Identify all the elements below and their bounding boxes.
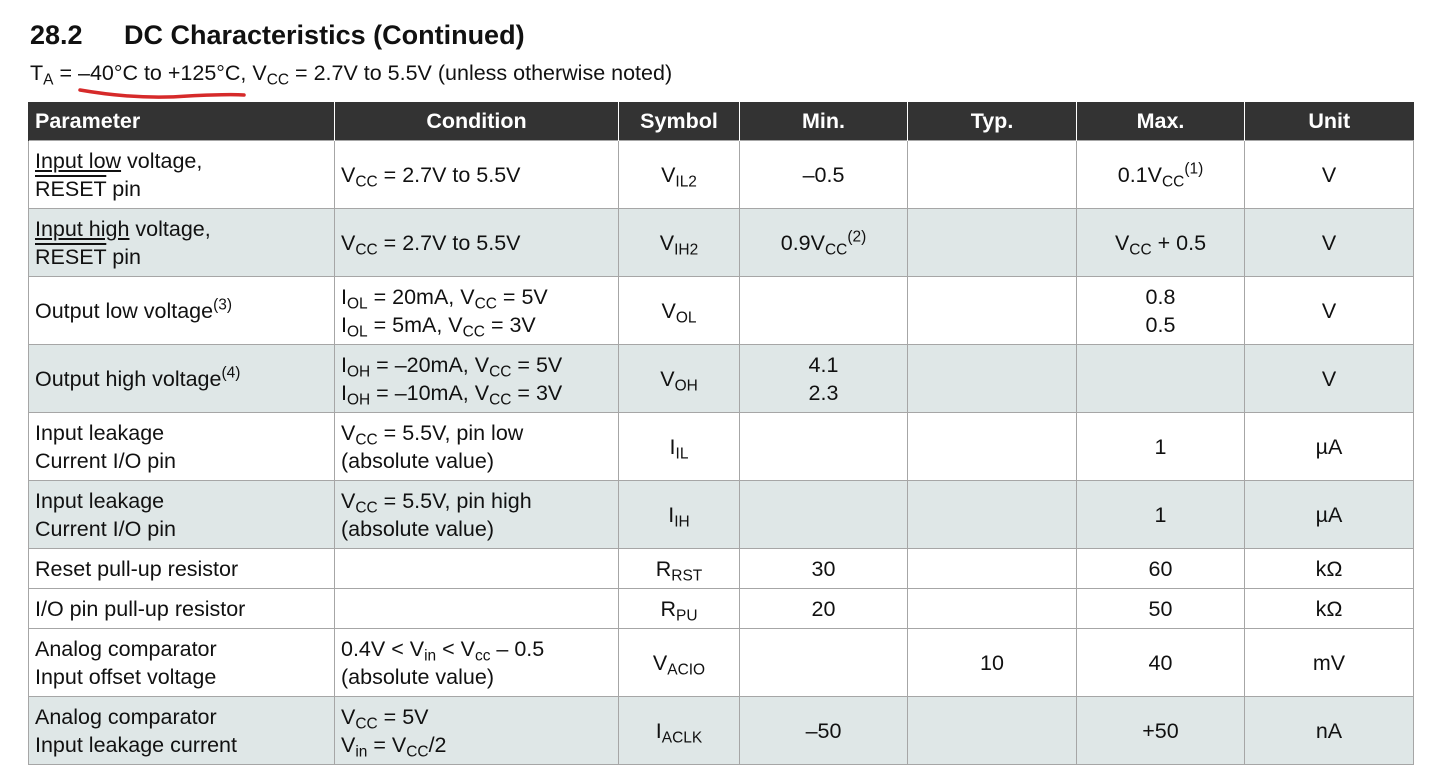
cell-unit: µA	[1245, 481, 1414, 549]
cell-symbol	[619, 549, 740, 589]
symbol-subscript: IH	[674, 513, 690, 531]
cell-unit: kΩ	[1245, 549, 1414, 589]
param-text: voltage,	[129, 216, 211, 241]
cond-text: V	[341, 488, 356, 513]
cond-subscript: OL	[346, 295, 368, 313]
ta-equals: =	[53, 61, 78, 85]
cell-typ	[908, 697, 1077, 765]
param-text: Input leakage current	[35, 732, 237, 757]
cell-unit: µA	[1245, 413, 1414, 481]
cond-text: = –20mA, V	[370, 352, 490, 377]
cell-symbol	[619, 209, 740, 277]
table-row	[29, 277, 1414, 345]
cell-typ	[908, 345, 1077, 413]
table-row	[29, 697, 1414, 765]
cell-typ: 10	[908, 629, 1077, 697]
cond-text: = 3V	[484, 312, 536, 337]
cell-max: +50	[1077, 697, 1245, 765]
min-text: 4.1	[808, 352, 839, 377]
cond-text: V	[341, 420, 356, 445]
cell-parameter: Reset pull-up resistor	[29, 549, 335, 589]
conditions-note	[30, 61, 673, 89]
cell-symbol	[619, 141, 740, 209]
cell-min	[740, 413, 908, 481]
param-text: pin	[106, 176, 141, 201]
table-row	[29, 209, 1414, 277]
cond-subscript: cc	[474, 647, 491, 665]
cell-typ	[908, 209, 1077, 277]
cell-symbol	[619, 697, 740, 765]
param-text: Output high voltage	[35, 366, 222, 391]
cell-condition	[335, 345, 619, 413]
header-parameter: Parameter	[29, 102, 335, 141]
cond-text: = 20mA, V	[367, 284, 475, 309]
cell-parameter	[29, 413, 335, 481]
cell-symbol	[619, 629, 740, 697]
cond-subscript: CC	[355, 431, 378, 449]
symbol-subscript: IH2	[674, 241, 699, 259]
symbol-text: V	[659, 230, 675, 255]
param-text: Input leakage	[35, 420, 165, 445]
max-subscript: CC	[1161, 173, 1185, 191]
cell-unit: V	[1245, 277, 1414, 345]
cond-text: V	[341, 230, 356, 255]
max-text: 0.1V	[1117, 162, 1162, 187]
cond-text: I	[341, 284, 347, 309]
cond-text: = 5V	[377, 704, 429, 729]
cond-text: (absolute value)	[341, 664, 494, 689]
cond-subscript: CC	[355, 241, 378, 259]
cell-max	[1077, 345, 1245, 413]
cond-subscript: CC	[355, 499, 378, 517]
cell-min	[740, 209, 908, 277]
table-row	[29, 549, 1414, 589]
cond-text: V	[341, 704, 356, 729]
cell-min	[740, 277, 908, 345]
reset-overline-text: RESET	[35, 176, 107, 201]
cell-min: –50	[740, 697, 908, 765]
table-row	[29, 481, 1414, 549]
max-text: 0.5	[1145, 312, 1176, 337]
cond-text: = –10mA, V	[370, 380, 490, 405]
cond-subscript: CC	[462, 323, 485, 341]
cell-symbol	[619, 481, 740, 549]
cell-symbol	[619, 345, 740, 413]
cond-text: 0.4V < V	[341, 636, 425, 661]
cond-text: V	[341, 162, 356, 187]
cond-text: = 2.7V to 5.5V	[377, 230, 521, 255]
section-heading	[30, 20, 525, 51]
cond-text: V	[341, 732, 356, 757]
param-text: Input offset voltage	[35, 664, 217, 689]
cond-subscript: CC	[355, 715, 378, 733]
cond-subscript: CC	[355, 173, 378, 191]
header-min: Min.	[740, 102, 908, 141]
min-text: 0.9V	[780, 230, 825, 255]
cond-subscript: CC	[489, 391, 512, 409]
cell-unit: kΩ	[1245, 589, 1414, 629]
max-text: V	[1114, 230, 1130, 255]
cell-typ	[908, 277, 1077, 345]
cond-text: = 5.5V, pin high	[377, 488, 532, 513]
cond-text: = V	[367, 732, 407, 757]
cell-typ	[908, 413, 1077, 481]
symbol-text: V	[660, 366, 675, 391]
symbol-subscript: PU	[676, 607, 698, 625]
dc-characteristics-table	[28, 102, 1414, 765]
reset-overline-text: RESET	[35, 244, 107, 269]
param-text: voltage,	[121, 148, 203, 173]
table-row	[29, 629, 1414, 697]
cond-text: /2	[428, 732, 447, 757]
cond-subscript: OL	[346, 323, 368, 341]
cell-symbol	[619, 413, 740, 481]
cond-text: = 5V	[496, 284, 548, 309]
table-header-row	[29, 102, 1414, 141]
cell-unit: nA	[1245, 697, 1414, 765]
table-row	[29, 141, 1414, 209]
param-text: Input leakage	[35, 488, 165, 513]
max-subscript: CC	[1129, 241, 1152, 259]
param-text: Output low voltage	[35, 298, 214, 323]
symbol-text: R	[660, 596, 677, 621]
cond-subscript: in	[355, 743, 368, 761]
cell-condition	[335, 481, 619, 549]
cell-parameter: I/O pin pull-up resistor	[29, 589, 335, 629]
param-text: pin	[106, 244, 141, 269]
cond-subscript: CC	[489, 363, 512, 381]
header-symbol: Symbol	[619, 102, 740, 141]
symbol-subscript: OH	[674, 377, 698, 395]
header-max: Max.	[1077, 102, 1245, 141]
section-number: 28.2	[30, 20, 83, 50]
cond-subscript: OH	[346, 391, 371, 409]
symbol-subscript: RST	[671, 567, 703, 585]
cell-parameter	[29, 697, 335, 765]
cell-parameter	[29, 629, 335, 697]
vcc-range-note: = 2.7V to 5.5V (unless otherwise noted)	[289, 61, 673, 85]
temperature-range: –40°C to +125°C	[77, 61, 241, 85]
cond-text: = 3V	[511, 380, 563, 405]
vcc-subscript: CC	[266, 71, 290, 89]
section-title: DC Characteristics (Continued)	[124, 20, 525, 50]
cond-subscript: CC	[474, 295, 497, 313]
cell-max: 40	[1077, 629, 1245, 697]
param-text: Analog comparator	[35, 636, 217, 661]
symbol-text: I	[655, 718, 662, 743]
symbol-text: V	[661, 298, 676, 323]
cell-parameter	[29, 345, 335, 413]
cell-max: 50	[1077, 589, 1245, 629]
red-underline-annotation	[78, 84, 250, 100]
cell-unit: mV	[1245, 629, 1414, 697]
cell-typ	[908, 481, 1077, 549]
cell-symbol	[619, 277, 740, 345]
cond-text: (absolute value)	[341, 448, 494, 473]
cell-max	[1077, 209, 1245, 277]
cond-text: = 5mA, V	[367, 312, 463, 337]
symbol-subscript: ACIO	[667, 661, 706, 679]
header-condition: Condition	[335, 102, 619, 141]
cell-min	[740, 345, 908, 413]
cell-max: 60	[1077, 549, 1245, 589]
ta-symbol: T	[30, 61, 44, 85]
footnote-ref: (2)	[847, 228, 867, 245]
cell-condition	[335, 589, 619, 629]
cell-condition	[335, 697, 619, 765]
cell-symbol	[619, 589, 740, 629]
min-text: 2.3	[808, 380, 839, 405]
symbol-text: R	[655, 556, 672, 581]
cell-condition	[335, 413, 619, 481]
cell-parameter	[29, 141, 335, 209]
ta-subscript: A	[43, 71, 54, 89]
cell-condition	[335, 277, 619, 345]
cond-subscript: CC	[406, 743, 429, 761]
param-text: Current I/O pin	[35, 516, 176, 541]
cond-text: – 0.5	[490, 636, 545, 661]
cell-parameter	[29, 481, 335, 549]
cell-max	[1077, 277, 1245, 345]
max-text: 0.8	[1145, 284, 1176, 309]
cell-condition	[335, 209, 619, 277]
cell-unit: V	[1245, 141, 1414, 209]
cell-max: 1	[1077, 413, 1245, 481]
param-text: Input low	[35, 148, 122, 173]
cond-text: < V	[436, 636, 475, 661]
cond-text: = 5V	[511, 352, 563, 377]
cell-typ	[908, 589, 1077, 629]
cell-parameter	[29, 209, 335, 277]
cell-min: –0.5	[740, 141, 908, 209]
cond-text: I	[341, 380, 347, 405]
symbol-text: V	[661, 162, 676, 187]
footnote-ref: (1)	[1184, 160, 1204, 177]
cell-typ	[908, 549, 1077, 589]
symbol-subscript: OL	[675, 309, 697, 327]
header-unit: Unit	[1245, 102, 1414, 141]
min-subscript: CC	[824, 241, 848, 259]
cell-typ	[908, 141, 1077, 209]
cond-text: = 5.5V, pin low	[377, 420, 524, 445]
header-typ: Typ.	[908, 102, 1077, 141]
cell-min	[740, 629, 908, 697]
cond-text: I	[341, 352, 347, 377]
symbol-subscript: IL2	[675, 173, 697, 191]
footnote-ref: (4)	[221, 364, 241, 381]
cond-subscript: OH	[346, 363, 371, 381]
cell-min: 20	[740, 589, 908, 629]
cell-condition	[335, 141, 619, 209]
cell-parameter	[29, 277, 335, 345]
cond-text: I	[341, 312, 347, 337]
cell-min: 30	[740, 549, 908, 589]
cond-subscript: in	[424, 647, 437, 665]
cell-max	[1077, 141, 1245, 209]
vcc-symbol: , V	[240, 61, 267, 85]
symbol-subscript: ACLK	[661, 729, 703, 747]
cell-min	[740, 481, 908, 549]
cell-unit: V	[1245, 345, 1414, 413]
cell-condition	[335, 629, 619, 697]
cell-max: 1	[1077, 481, 1245, 549]
table-row	[29, 589, 1414, 629]
max-text: + 0.5	[1151, 230, 1207, 255]
symbol-text: I	[669, 434, 676, 459]
cond-text: (absolute value)	[341, 516, 494, 541]
param-text: Input high	[35, 216, 130, 241]
cond-text: = 2.7V to 5.5V	[377, 162, 521, 187]
param-text: Analog comparator	[35, 704, 217, 729]
symbol-text: V	[652, 650, 668, 675]
symbol-subscript: IL	[675, 445, 689, 463]
param-text: Current I/O pin	[35, 448, 176, 473]
cell-unit: V	[1245, 209, 1414, 277]
symbol-text: I	[668, 502, 675, 527]
cell-condition	[335, 549, 619, 589]
table-row	[29, 413, 1414, 481]
table-row	[29, 345, 1414, 413]
footnote-ref: (3)	[213, 296, 232, 313]
